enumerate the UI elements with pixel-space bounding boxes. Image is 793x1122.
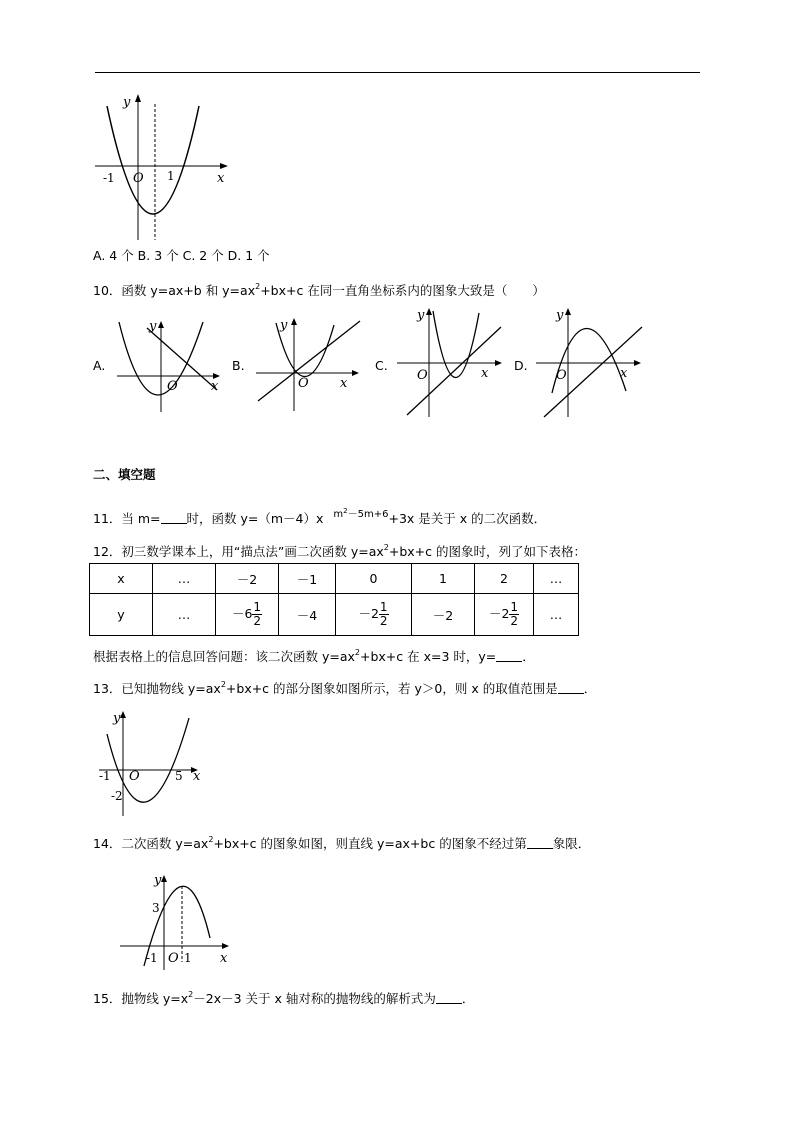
table-cell: －6 $\frac{1}{2}$ bbox=[216, 594, 279, 636]
q10-option-b-graph bbox=[252, 315, 364, 413]
table-cell: … bbox=[534, 564, 579, 594]
table-cell: … bbox=[153, 564, 216, 594]
table-cell: －1 bbox=[279, 564, 336, 594]
q13-answer-blank[interactable] bbox=[558, 681, 584, 694]
table-cell: 1 bbox=[412, 564, 475, 594]
table-cell: … bbox=[534, 594, 579, 636]
header-rule bbox=[95, 72, 700, 73]
q14-neg1-label: -1 bbox=[146, 951, 158, 965]
q10-option-a-graph bbox=[113, 318, 223, 413]
q13-neg1-label: -1 bbox=[99, 769, 111, 783]
q9-origin-label: O bbox=[133, 171, 144, 186]
q14-three-label: 3 bbox=[152, 901, 160, 915]
q14-graph bbox=[118, 872, 238, 972]
q10-d-x: x bbox=[620, 366, 628, 381]
q13-graph bbox=[95, 708, 215, 818]
table-row bbox=[90, 594, 579, 636]
q9-x-label: x bbox=[217, 171, 225, 186]
q9-one-label: 1 bbox=[167, 169, 175, 183]
q14-origin-label: O bbox=[168, 951, 179, 966]
q12-value-table bbox=[89, 563, 579, 636]
q10-c-o: O bbox=[417, 368, 428, 383]
table-cell: －2 bbox=[216, 564, 279, 594]
table-cell: －2 bbox=[412, 594, 475, 636]
q10-b-x: x bbox=[340, 376, 348, 391]
q10-a-x: x bbox=[211, 379, 219, 394]
q10-a-y: y bbox=[149, 319, 157, 334]
q14-x-label: x bbox=[220, 951, 228, 966]
q15-answer-blank[interactable] bbox=[436, 991, 462, 1004]
q13-x-label: x bbox=[193, 769, 201, 784]
q10-option-c-graph bbox=[395, 305, 507, 420]
table-cell: －4 bbox=[279, 594, 336, 636]
q10-option-a-label: A. bbox=[93, 358, 106, 373]
table-cell: 0 bbox=[336, 564, 412, 594]
q14-y-label: y bbox=[154, 873, 162, 888]
q9-answer-options: A. 4 个 B. 3 个 C. 2 个 D. 1 个 bbox=[93, 248, 270, 263]
q13-neg2-label: -2 bbox=[111, 789, 123, 803]
q15-question: 15．抛物线 $y=x^2-2x-3$ 关于 x 轴对称的抛物线的解析式为 ． bbox=[93, 990, 475, 1006]
q10-option-b-label: B. bbox=[232, 358, 245, 373]
q11-answer-blank[interactable] bbox=[161, 511, 187, 524]
table-cell: … bbox=[153, 594, 216, 636]
table-cell: －2 $\frac{1}{2}$ bbox=[336, 594, 412, 636]
table-row bbox=[90, 564, 579, 594]
q10-d-o: O bbox=[556, 368, 567, 383]
q10-c-x: x bbox=[481, 366, 489, 381]
q14-one-label: 1 bbox=[184, 951, 192, 965]
table-cell: y bbox=[90, 594, 153, 636]
section-title: 二、填空题 bbox=[93, 467, 156, 482]
q13-y-label: y bbox=[113, 711, 121, 726]
table-cell: 2 bbox=[475, 564, 534, 594]
q13-question: 13．已知抛物线 $y=ax^2+bx+c$ 的部分图象如图所示，若 y＞0，则 x 的取值范围是 ． bbox=[93, 680, 597, 696]
q10-option-c-label: C. bbox=[375, 358, 388, 373]
q9-y-label: y bbox=[123, 95, 131, 110]
q10-option-d-label: D. bbox=[514, 358, 528, 373]
q12-answer-blank[interactable] bbox=[496, 649, 522, 662]
q10-b-o: O bbox=[298, 376, 309, 391]
q13-five-label: 5 bbox=[175, 769, 183, 783]
q14-answer-blank[interactable] bbox=[527, 836, 553, 849]
q9-graph bbox=[93, 92, 233, 242]
q10-c-y: y bbox=[417, 308, 425, 323]
q10-a-o: O bbox=[167, 379, 178, 394]
q10-d-y: y bbox=[556, 308, 564, 323]
q12-followup: 根据表格上的信息回答问题：该二次函数 $y=ax^2+bx+c$ 在 x=3 时，y= ． bbox=[93, 648, 535, 664]
q13-origin-label: O bbox=[129, 769, 140, 784]
q10-option-d-graph bbox=[534, 305, 646, 420]
q9-neg1-label: -1 bbox=[103, 171, 115, 185]
q11-question: 11．当 m= 时，函数 y=（m－4）x $m^2-5m+6+3x$ 是关于 x 的二次函数． bbox=[93, 507, 547, 526]
q10-question: 10．函数 y=ax+b 和 $y=ax^2+bx+c$ 在同一直角坐标系内的图象大致是（ ） bbox=[93, 282, 545, 298]
table-cell: －2 $\frac{1}{2}$ bbox=[475, 594, 534, 636]
q10-b-y: y bbox=[280, 318, 288, 333]
q12-question: 12．初三数学课本上，用“描点法”画二次函数 $y=ax^2+bx+c$ 的图象时，列了如下表格： bbox=[93, 543, 586, 559]
table-cell: x bbox=[90, 564, 153, 594]
q14-question: 14．二次函数 $y=ax^2+bx+c$ 的图象如图，则直线 y=ax+bc 的图象不经过第 象限． bbox=[93, 835, 591, 851]
